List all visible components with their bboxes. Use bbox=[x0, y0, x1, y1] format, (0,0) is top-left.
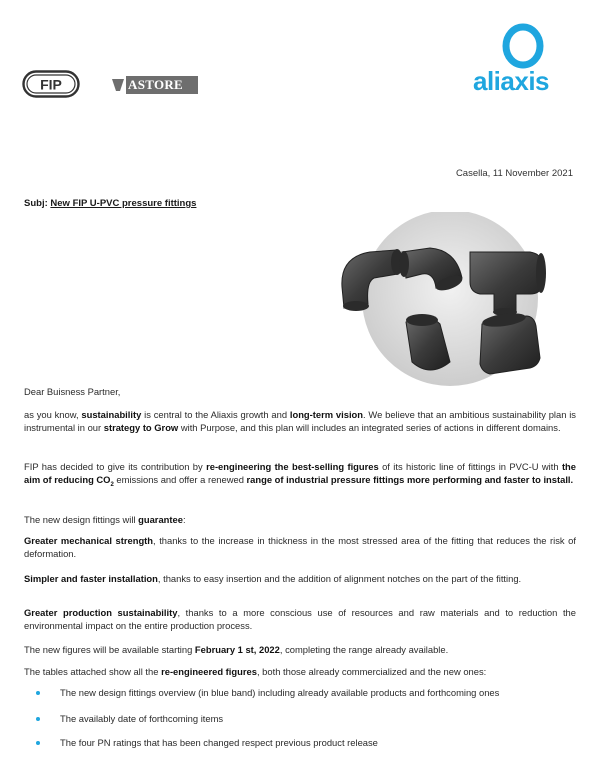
paragraph-tables: The tables attached show all the re-engineered figures, both those already commercialized and the new ones: bbox=[24, 666, 487, 677]
fip-logo bbox=[22, 70, 80, 98]
aliaxis-logo-text: aliaxis bbox=[473, 66, 550, 96]
paragraph-reengineering: FIP has decided to give its contribution by re-engineering the best-selling figures of its historic line of fittings in PVC-U with the aim of reducing $CO_2$ emissions and offer a renewed range of industrial pressure fittings more performing and faster to install. bbox=[24, 461, 576, 489]
fip-logo-text: FIP bbox=[40, 76, 62, 93]
paragraph-strength: Greater mechanical strength, thanks to the increase in thickness in the most stressed area of the fitting that reduces the risk of deformation. bbox=[24, 535, 576, 560]
paragraph-production: Greater production sustainability, thanks to a more conscious use of resources and raw materials and to reduction the environmental impact on the entire production process. bbox=[24, 607, 576, 632]
paragraph-guarantee: The new design fittings will guarantee: bbox=[24, 514, 186, 525]
greeting: Dear Buisness Partner, bbox=[24, 386, 121, 397]
bullet-dot-icon bbox=[36, 691, 40, 695]
astore-logo bbox=[110, 76, 198, 94]
paragraph-availability: The new figures will be available starting February 1 st, 2022, completing the range already available. bbox=[24, 644, 449, 655]
bullet-dot-icon bbox=[36, 741, 40, 745]
product-photo bbox=[330, 212, 560, 402]
astore-mark-icon bbox=[110, 76, 126, 94]
letter-date: Casella, 11 November 2021 bbox=[455, 168, 573, 179]
paragraph-sustainability: as you know, sustainability is central to the Aliaxis growth and long-term vision. We believe that an ambitious sustainability plan is instrumental in our strategy to Grow with Purpose, and this plan will includes an integrated series of actions in different domains. bbox=[24, 409, 576, 434]
subject-label: Subj: bbox=[24, 198, 48, 209]
bullet-dot-icon bbox=[36, 717, 40, 721]
paragraph-installation: Simpler and faster installation, thanks to easy insertion and the addition of alignment notches on the part of the fitting. bbox=[24, 573, 522, 584]
astore-logo-text: ASTORE bbox=[128, 77, 184, 92]
aliaxis-ring-icon bbox=[498, 21, 548, 71]
subject-value: New FIP U-PVC pressure fittings bbox=[50, 198, 197, 209]
subject-line bbox=[24, 198, 196, 209]
